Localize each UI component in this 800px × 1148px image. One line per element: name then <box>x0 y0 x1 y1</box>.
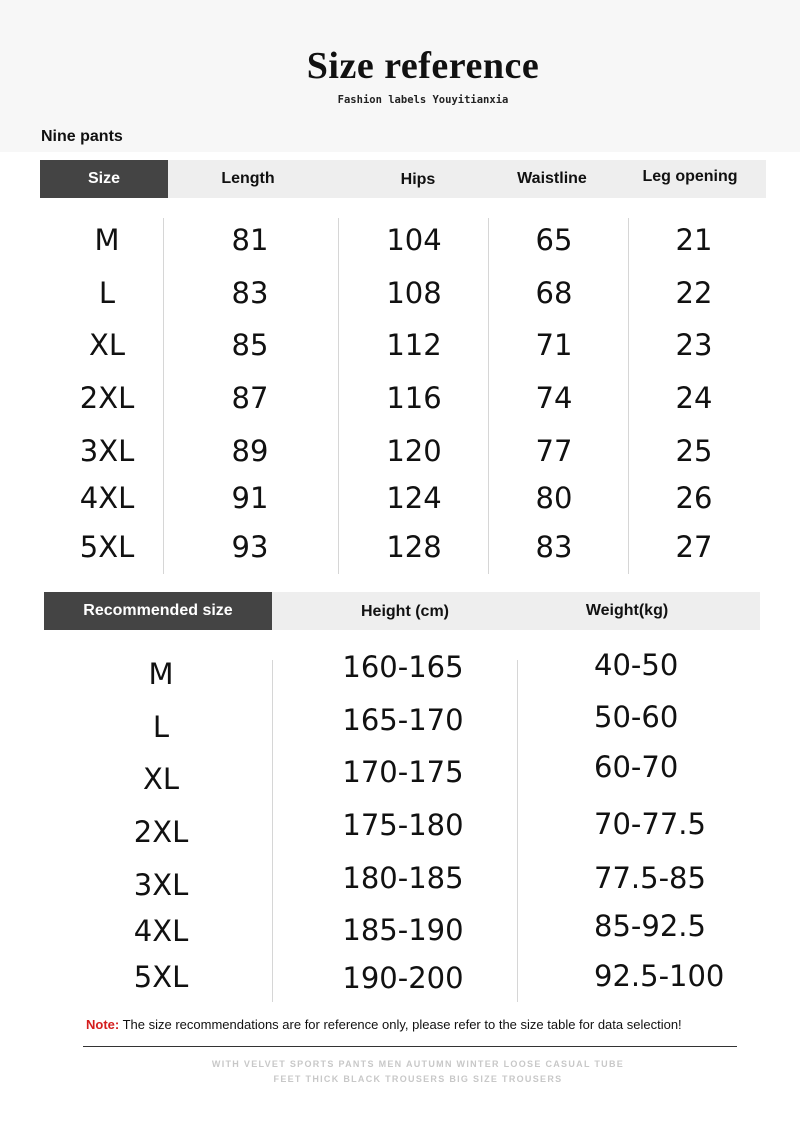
recommended-size-cell: 2XL <box>133 815 189 849</box>
weight-cell: 77.5-85 <box>594 861 706 895</box>
height-cell: 170-175 <box>342 755 464 789</box>
height-cell: 165-170 <box>342 703 464 737</box>
leg-opening-cell: 25 <box>675 434 713 468</box>
note-text: The size recommendations are for reference only, please refer to the size table for data selection! <box>122 1017 682 1032</box>
height-cell: 185-190 <box>342 913 464 947</box>
size-cell: L <box>98 276 116 310</box>
hips-cell: 116 <box>386 381 442 415</box>
recommended-size-cell: 3XL <box>133 868 189 902</box>
size-note <box>86 1017 682 1032</box>
length-cell: 83 <box>231 276 269 310</box>
recommended-size-cell: XL <box>142 762 180 796</box>
size-cell: 2XL <box>79 381 135 415</box>
height-cell: 160-165 <box>342 650 464 684</box>
recommended-size-cell: L <box>152 710 170 744</box>
recommended-size-cell: 5XL <box>133 960 189 994</box>
hips-cell: 104 <box>386 223 442 257</box>
length-cell: 91 <box>231 481 269 515</box>
waistline-cell: 77 <box>535 434 573 468</box>
length-cell: 81 <box>231 223 269 257</box>
size-table-divider <box>488 218 489 574</box>
section-label: Nine pants <box>41 128 123 145</box>
height-column-header: Height (cm) <box>361 603 449 620</box>
waistline-cell: 80 <box>535 481 573 515</box>
hips-cell: 124 <box>386 481 442 515</box>
recommended-size-column-header: Recommended size <box>44 592 272 630</box>
waistline-cell: 68 <box>535 276 573 310</box>
leg-opening-cell: 26 <box>675 481 713 515</box>
height-cell: 180-185 <box>342 861 464 895</box>
weight-cell: 92.5-100 <box>594 959 725 993</box>
size-table-divider <box>338 218 339 574</box>
leg-opening-column-header: Leg opening <box>642 168 738 185</box>
size-table-divider <box>628 218 629 574</box>
recommended-size-cell: M <box>148 657 174 691</box>
leg-opening-cell: 22 <box>675 276 713 310</box>
brand-subtitle: Fashion labels Youyitianxia <box>337 94 509 106</box>
weight-cell: 85-92.5 <box>594 909 706 943</box>
recommended-size-cell: 4XL <box>133 914 189 948</box>
waistline-cell: 71 <box>535 328 573 362</box>
size-cell: XL <box>88 328 126 362</box>
weight-cell: 40-50 <box>594 648 679 682</box>
hips-cell: 128 <box>386 530 442 564</box>
leg-opening-cell: 27 <box>675 530 713 564</box>
size-cell: 4XL <box>79 481 135 515</box>
size-column-header: Size <box>40 160 168 198</box>
hips-cell: 120 <box>386 434 442 468</box>
height-cell: 175-180 <box>342 808 464 842</box>
hips-cell: 108 <box>386 276 442 310</box>
waistline-cell: 83 <box>535 530 573 564</box>
waistline-column-header: Waistline <box>517 170 587 187</box>
size-cell: 3XL <box>79 434 135 468</box>
note-divider <box>83 1046 737 1047</box>
note-label: Note: <box>86 1017 120 1032</box>
waistline-cell: 65 <box>535 223 573 257</box>
weight-cell: 60-70 <box>594 750 679 784</box>
recommend-table-divider <box>272 660 273 1002</box>
leg-opening-cell: 24 <box>675 381 713 415</box>
page-title: Size reference <box>306 45 540 87</box>
weight-column-header: Weight(kg) <box>585 602 669 619</box>
footer-line-2: FEET THICK BLACK TROUSERS BIG SIZE TROUSERS <box>273 1074 563 1084</box>
weight-cell: 50-60 <box>594 700 679 734</box>
hips-column-header: Hips <box>400 171 436 188</box>
waistline-cell: 74 <box>535 381 573 415</box>
height-cell: 190-200 <box>342 961 464 995</box>
length-cell: 93 <box>231 530 269 564</box>
length-cell: 89 <box>231 434 269 468</box>
hips-cell: 112 <box>386 328 442 362</box>
length-cell: 85 <box>231 328 269 362</box>
weight-cell: 70-77.5 <box>594 807 706 841</box>
size-cell: 5XL <box>79 530 135 564</box>
footer-line-1: WITH VELVET SPORTS PANTS MEN AUTUMN WINTER LOOSE CASUAL TUBE <box>211 1059 625 1069</box>
leg-opening-cell: 21 <box>675 223 713 257</box>
size-cell: M <box>94 223 120 257</box>
length-column-header: Length <box>221 170 275 187</box>
recommend-table-divider <box>517 660 518 1002</box>
leg-opening-cell: 23 <box>675 328 713 362</box>
length-cell: 87 <box>231 381 269 415</box>
